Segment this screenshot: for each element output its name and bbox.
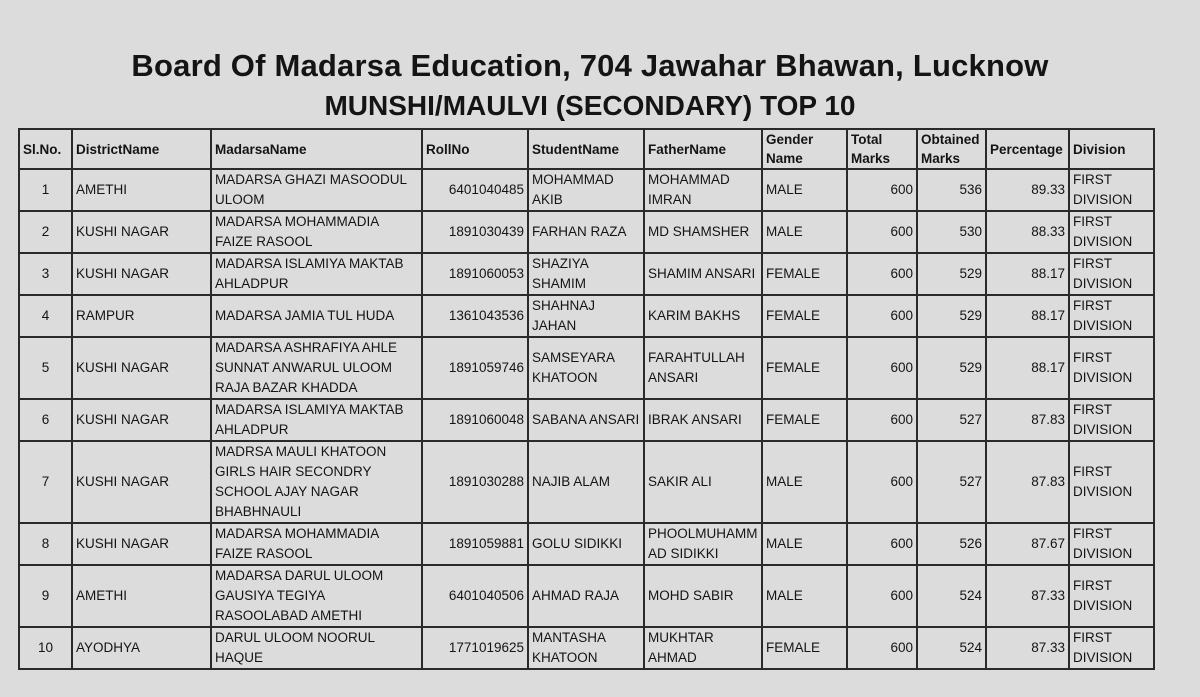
cell-roll-no: 1891060053: [422, 253, 528, 295]
cell-gender: FEMALE: [762, 627, 847, 669]
cell-roll-no: 1361043536: [422, 295, 528, 337]
cell-roll-no: 6401040506: [422, 565, 528, 627]
cell-gender: FEMALE: [762, 399, 847, 441]
header-obtained-marks: Obtained Marks: [917, 129, 986, 169]
cell-madarsa: DARUL ULOOM NOORUL HAQUE: [211, 627, 422, 669]
table-row: [19, 295, 1154, 337]
cell-gender: FEMALE: [762, 295, 847, 337]
cell-sl-no: 5: [19, 337, 72, 399]
cell-father: FARAHTULLAH ANSARI: [644, 337, 762, 399]
cell-madarsa: MADARSA ASHRAFIYA AHLE SUNNAT ANWARUL ULOOM RAJA BAZAR KHADDA: [211, 337, 422, 399]
cell-division: FIRST DIVISION: [1069, 523, 1154, 565]
cell-roll-no: 1891059746: [422, 337, 528, 399]
cell-district: KUSHI NAGAR: [72, 337, 211, 399]
cell-percentage: 87.33: [986, 565, 1069, 627]
cell-obtained-marks: 536: [917, 169, 986, 211]
cell-madarsa: MADARSA MOHAMMADIA FAIZE RASOOL: [211, 211, 422, 253]
cell-father: MOHD SABIR: [644, 565, 762, 627]
cell-gender: MALE: [762, 169, 847, 211]
cell-gender: MALE: [762, 441, 847, 523]
cell-father: MOHAMMAD IMRAN: [644, 169, 762, 211]
cell-madarsa: MADARSA DARUL ULOOM GAUSIYA TEGIYA RASOOLABAD AMETHI: [211, 565, 422, 627]
cell-student: GOLU SIDIKKI: [528, 523, 644, 565]
cell-student: AHMAD RAJA: [528, 565, 644, 627]
cell-division: FIRST DIVISION: [1069, 253, 1154, 295]
table-row: [19, 337, 1154, 399]
cell-father: SHAMIM ANSARI: [644, 253, 762, 295]
cell-student: SAMSEYARA KHATOON: [528, 337, 644, 399]
cell-sl-no: 3: [19, 253, 72, 295]
cell-student: MANTASHA KHATOON: [528, 627, 644, 669]
cell-district: KUSHI NAGAR: [72, 399, 211, 441]
cell-total-marks: 600: [847, 523, 917, 565]
cell-total-marks: 600: [847, 565, 917, 627]
cell-obtained-marks: 530: [917, 211, 986, 253]
cell-district: AYODHYA: [72, 627, 211, 669]
cell-sl-no: 1: [19, 169, 72, 211]
cell-total-marks: 600: [847, 169, 917, 211]
cell-madarsa: MADARSA GHAZI MASOODUL ULOOM: [211, 169, 422, 211]
cell-gender: MALE: [762, 211, 847, 253]
cell-father: PHOOLMUHAMMAD SIDIKKI: [644, 523, 762, 565]
cell-division: FIRST DIVISION: [1069, 565, 1154, 627]
cell-gender: MALE: [762, 565, 847, 627]
cell-father: MUKHTAR AHMAD: [644, 627, 762, 669]
cell-obtained-marks: 524: [917, 565, 986, 627]
cell-percentage: 88.17: [986, 295, 1069, 337]
cell-sl-no: 2: [19, 211, 72, 253]
cell-total-marks: 600: [847, 295, 917, 337]
cell-percentage: 87.83: [986, 441, 1069, 523]
cell-student: NAJIB ALAM: [528, 441, 644, 523]
cell-student: SHAZIYA SHAMIM: [528, 253, 644, 295]
cell-father: IBRAK ANSARI: [644, 399, 762, 441]
header-division: Division: [1069, 129, 1154, 169]
results-table: [18, 128, 1155, 670]
table-row: [19, 627, 1154, 669]
cell-division: FIRST DIVISION: [1069, 295, 1154, 337]
cell-madarsa: MADARSA JAMIA TUL HUDA: [211, 295, 422, 337]
cell-obtained-marks: 529: [917, 337, 986, 399]
cell-total-marks: 600: [847, 441, 917, 523]
cell-district: KUSHI NAGAR: [72, 253, 211, 295]
cell-percentage: 89.33: [986, 169, 1069, 211]
cell-division: FIRST DIVISION: [1069, 337, 1154, 399]
cell-gender: FEMALE: [762, 253, 847, 295]
header-madarsa: MadarsaName: [211, 129, 422, 169]
cell-madarsa: MADARSA ISLAMIYA MAKTAB AHLADPUR: [211, 253, 422, 295]
cell-percentage: 88.17: [986, 253, 1069, 295]
header-sl-no: Sl.No.: [19, 129, 72, 169]
document-subtitle: MUNSHI/MAULVI (SECONDARY) TOP 10: [324, 90, 856, 121]
cell-roll-no: 1771019625: [422, 627, 528, 669]
cell-percentage: 88.17: [986, 337, 1069, 399]
table-row: [19, 399, 1154, 441]
cell-district: AMETHI: [72, 565, 211, 627]
cell-madarsa: MADARSA MOHAMMADIA FAIZE RASOOL: [211, 523, 422, 565]
cell-student: MOHAMMAD AKIB: [528, 169, 644, 211]
cell-division: FIRST DIVISION: [1069, 169, 1154, 211]
cell-sl-no: 7: [19, 441, 72, 523]
cell-total-marks: 600: [847, 253, 917, 295]
cell-division: FIRST DIVISION: [1069, 399, 1154, 441]
cell-sl-no: 9: [19, 565, 72, 627]
table-row: [19, 523, 1154, 565]
cell-roll-no: 1891030288: [422, 441, 528, 523]
cell-percentage: 87.67: [986, 523, 1069, 565]
cell-obtained-marks: 524: [917, 627, 986, 669]
cell-student: FARHAN RAZA: [528, 211, 644, 253]
document-title: Board Of Madarsa Education, 704 Jawahar Bhawan, Lucknow: [131, 48, 1049, 83]
cell-student: SHAHNAJ JAHAN: [528, 295, 644, 337]
cell-obtained-marks: 529: [917, 295, 986, 337]
cell-father: KARIM BAKHS: [644, 295, 762, 337]
cell-sl-no: 4: [19, 295, 72, 337]
cell-total-marks: 600: [847, 337, 917, 399]
table-row: [19, 253, 1154, 295]
cell-percentage: 88.33: [986, 211, 1069, 253]
cell-madarsa: MADRSA MAULI KHATOON GIRLS HAIR SECONDRY SCHOOL AJAY NAGAR BHABHNAULI: [211, 441, 422, 523]
cell-percentage: 87.83: [986, 399, 1069, 441]
cell-roll-no: 1891059881: [422, 523, 528, 565]
header-gender: Gender Name: [762, 129, 847, 169]
cell-roll-no: 1891060048: [422, 399, 528, 441]
cell-total-marks: 600: [847, 211, 917, 253]
cell-district: KUSHI NAGAR: [72, 441, 211, 523]
header-student: StudentName: [528, 129, 644, 169]
cell-madarsa: MADARSA ISLAMIYA MAKTAB AHLADPUR: [211, 399, 422, 441]
cell-division: FIRST DIVISION: [1069, 627, 1154, 669]
cell-obtained-marks: 527: [917, 399, 986, 441]
header-total-marks: Total Marks: [847, 129, 917, 169]
cell-obtained-marks: 526: [917, 523, 986, 565]
cell-district: AMETHI: [72, 169, 211, 211]
header-father: FatherName: [644, 129, 762, 169]
cell-obtained-marks: 527: [917, 441, 986, 523]
cell-total-marks: 600: [847, 399, 917, 441]
cell-sl-no: 6: [19, 399, 72, 441]
header-roll-no: RollNo: [422, 129, 528, 169]
cell-division: FIRST DIVISION: [1069, 211, 1154, 253]
table-row: [19, 441, 1154, 523]
cell-gender: FEMALE: [762, 337, 847, 399]
table-row: [19, 169, 1154, 211]
cell-district: KUSHI NAGAR: [72, 211, 211, 253]
table-row: [19, 565, 1154, 627]
cell-father: SAKIR ALI: [644, 441, 762, 523]
table-header-row: [19, 129, 1154, 169]
cell-percentage: 87.33: [986, 627, 1069, 669]
cell-sl-no: 8: [19, 523, 72, 565]
cell-total-marks: 600: [847, 627, 917, 669]
cell-district: KUSHI NAGAR: [72, 523, 211, 565]
cell-gender: MALE: [762, 523, 847, 565]
cell-district: RAMPUR: [72, 295, 211, 337]
cell-father: MD SHAMSHER: [644, 211, 762, 253]
cell-obtained-marks: 529: [917, 253, 986, 295]
cell-roll-no: 1891030439: [422, 211, 528, 253]
header-district: DistrictName: [72, 129, 211, 169]
cell-student: SABANA ANSARI: [528, 399, 644, 441]
table-row: [19, 211, 1154, 253]
cell-sl-no: 10: [19, 627, 72, 669]
cell-roll-no: 6401040485: [422, 169, 528, 211]
cell-division: FIRST DIVISION: [1069, 441, 1154, 523]
header-percentage: Percentage: [986, 129, 1069, 169]
